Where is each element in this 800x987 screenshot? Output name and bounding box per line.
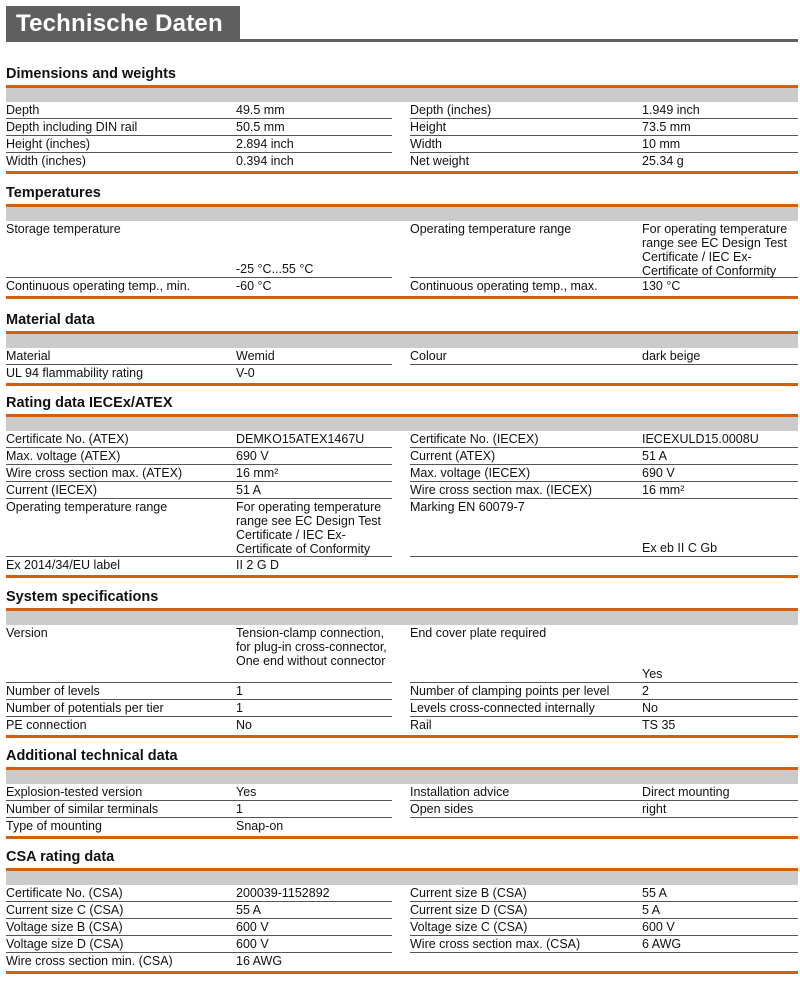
- row-value: 1.949 inch: [642, 103, 700, 117]
- row-label: Colour: [410, 349, 447, 363]
- table-row: [410, 625, 798, 683]
- row-value: No: [642, 701, 658, 715]
- section-title: Dimensions and weights: [6, 66, 176, 82]
- row-value: For operating temperature range see EC Design Test Certificate / IEC Ex-Certificate of Conformity: [642, 222, 788, 278]
- row-label: Certificate No. (IECEX): [410, 432, 539, 446]
- table-row: [410, 784, 798, 801]
- right-column: [410, 784, 798, 834]
- table-row: [410, 136, 798, 153]
- row-label: Version: [6, 626, 48, 640]
- row-label: Marking EN 60079-7: [410, 500, 525, 514]
- table-row: [410, 919, 798, 936]
- row-label: End cover plate required: [410, 626, 547, 640]
- row-value: 49.5 mm: [236, 103, 285, 117]
- table-row: [6, 683, 392, 700]
- table-row: [410, 221, 798, 278]
- section-csa-rating-data: [6, 849, 798, 974]
- right-column: [410, 348, 798, 381]
- table-row-empty: [410, 365, 798, 381]
- section-bottom-divider: [6, 383, 798, 386]
- section-bottom-divider: [6, 575, 798, 578]
- row-label: PE connection: [6, 718, 87, 732]
- table-row: [6, 136, 392, 153]
- row-label: Levels cross-connected internally: [410, 701, 595, 715]
- page-title: Technische Daten: [6, 6, 240, 41]
- row-value: Tension-clamp connection, for plug-in cross-connector, One end without connector: [236, 626, 387, 668]
- section-rating-data-iecex-atex: [6, 395, 798, 578]
- row-value: 50.5 mm: [236, 120, 285, 134]
- section-title: Temperatures: [6, 185, 101, 201]
- table-row: [410, 153, 798, 169]
- section-additional-technical-data: [6, 748, 798, 839]
- section-band: [6, 770, 798, 784]
- table-row-empty: [410, 953, 798, 969]
- section-title: Additional technical data: [6, 748, 178, 764]
- row-label: Max. voltage (IECEX): [410, 466, 531, 480]
- row-label: Certificate No. (CSA): [6, 886, 123, 900]
- table-row: [6, 625, 392, 683]
- row-value: right: [642, 802, 667, 816]
- row-value: 690 V: [642, 466, 675, 480]
- table-row: [6, 885, 392, 902]
- section-band: [6, 611, 798, 625]
- section-band: [6, 334, 798, 348]
- row-label: Wire cross section min. (CSA): [6, 954, 173, 968]
- row-label: Storage temperature: [6, 222, 121, 236]
- section-dimensions-and-weights: [6, 66, 798, 174]
- row-value: 51 A: [236, 483, 262, 497]
- right-column: [410, 102, 798, 169]
- row-label: Certificate No. (ATEX): [6, 432, 129, 446]
- row-label: Continuous operating temp., min.: [6, 279, 191, 293]
- table-row: [6, 365, 392, 381]
- row-value: 16 mm²: [642, 483, 685, 497]
- row-value: 600 V: [236, 920, 269, 934]
- left-column: [6, 348, 392, 381]
- row-value: TS 35: [642, 718, 676, 732]
- row-label: Material: [6, 349, 51, 363]
- table-row: [410, 465, 798, 482]
- row-value: 2: [642, 684, 649, 698]
- row-label: Wire cross section max. (IECEX): [410, 483, 592, 497]
- row-label: Operating temperature range: [6, 500, 168, 514]
- row-value: No: [236, 718, 252, 732]
- section-material-data: [6, 312, 798, 386]
- right-column: [410, 221, 798, 294]
- row-value: -25 °C...55 °C: [236, 262, 314, 276]
- section-band: [6, 417, 798, 431]
- table-row: [410, 119, 798, 136]
- row-label: Current (IECEX): [6, 483, 97, 497]
- table-row: [6, 818, 392, 834]
- row-label: Width: [410, 137, 442, 151]
- table-row: [410, 102, 798, 119]
- row-value: Wemid: [236, 349, 275, 363]
- table-row: [6, 431, 392, 448]
- section-bottom-divider: [6, 296, 798, 299]
- table-row: [410, 482, 798, 499]
- row-label: Voltage size B (CSA): [6, 920, 123, 934]
- table-row: [410, 936, 798, 953]
- row-value: 6 AWG: [642, 937, 682, 951]
- table-row: [6, 801, 392, 818]
- table-row: [6, 102, 392, 119]
- section-title: Material data: [6, 312, 95, 328]
- row-value: 600 V: [236, 937, 269, 951]
- row-label: Open sides: [410, 802, 474, 816]
- row-value: 2.894 inch: [236, 137, 294, 151]
- row-label: Installation advice: [410, 785, 510, 799]
- table-row: [410, 700, 798, 717]
- table-row-empty: [410, 818, 798, 834]
- table-row: [6, 221, 392, 278]
- left-column: [6, 431, 392, 573]
- row-label: Rail: [410, 718, 432, 732]
- row-label: Width (inches): [6, 154, 86, 168]
- table-row: [6, 919, 392, 936]
- row-label: Explosion-tested version: [6, 785, 143, 799]
- row-value: 0.394 inch: [236, 154, 294, 168]
- row-label: Continuous operating temp., max.: [410, 279, 598, 293]
- row-value: Snap-on: [236, 819, 284, 833]
- row-value: For operating temperature range see EC Design Test Certificate / IEC Ex-Certificate of Conformity: [236, 500, 382, 556]
- table-row: [410, 431, 798, 448]
- row-value: IECEXULD15.0008U: [642, 432, 759, 446]
- table-row: [6, 784, 392, 801]
- table-row: [6, 700, 392, 717]
- row-label: Type of mounting: [6, 819, 102, 833]
- row-value: Yes: [236, 785, 257, 799]
- table-row: [410, 278, 798, 294]
- table-row: [6, 119, 392, 136]
- table-row: [410, 801, 798, 818]
- row-value: 55 A: [642, 886, 668, 900]
- row-label: Current size B (CSA): [410, 886, 527, 900]
- row-label: Wire cross section max. (ATEX): [6, 466, 183, 480]
- row-label: UL 94 flammability rating: [6, 366, 144, 380]
- table-row: [410, 885, 798, 902]
- row-value: 55 A: [236, 903, 262, 917]
- section-bottom-divider: [6, 836, 798, 839]
- row-value: II 2 G D: [236, 558, 280, 572]
- table-row-empty: [410, 557, 798, 573]
- section-band: [6, 88, 798, 102]
- section-band: [6, 207, 798, 221]
- left-column: [6, 885, 392, 969]
- row-label: Depth including DIN rail: [6, 120, 138, 134]
- row-label: Number of clamping points per level: [410, 684, 610, 698]
- row-label: Net weight: [410, 154, 470, 168]
- table-row: [6, 717, 392, 733]
- row-label: Current size C (CSA): [6, 903, 124, 917]
- row-value: 16 AWG: [236, 954, 283, 968]
- row-label: Voltage size D (CSA): [6, 937, 124, 951]
- left-column: [6, 784, 392, 834]
- row-label: Operating temperature range: [410, 222, 572, 236]
- row-value: Yes: [642, 667, 663, 681]
- table-row: [6, 465, 392, 482]
- row-value: 25.34 g: [642, 154, 684, 168]
- row-value: 690 V: [236, 449, 269, 463]
- row-value: 5 A: [642, 903, 661, 917]
- section-bottom-divider: [6, 735, 798, 738]
- table-row: [6, 953, 392, 969]
- row-value: 200039-1152892: [236, 886, 330, 900]
- table-row: [410, 499, 798, 557]
- row-label: Height: [410, 120, 447, 134]
- row-value: DEMKO15ATEX1467U: [236, 432, 365, 446]
- row-value: 600 V: [642, 920, 675, 934]
- row-value: Ex eb II C Gb: [642, 541, 718, 555]
- right-column: [410, 431, 798, 573]
- row-value: 1: [236, 684, 243, 698]
- right-column: [410, 625, 798, 733]
- row-label: Current size D (CSA): [410, 903, 528, 917]
- table-row: [6, 448, 392, 465]
- header-rule: [6, 39, 798, 42]
- table-row: [6, 902, 392, 919]
- right-column: [410, 885, 798, 969]
- section-bottom-divider: [6, 171, 798, 174]
- row-value: -60 °C: [236, 279, 272, 293]
- row-label: Current (ATEX): [410, 449, 496, 463]
- section-band: [6, 871, 798, 885]
- section-title: System specifications: [6, 589, 159, 605]
- row-value: Direct mounting: [642, 785, 730, 799]
- table-row: [6, 153, 392, 169]
- section-bottom-divider: [6, 971, 798, 974]
- row-value: 1: [236, 802, 243, 816]
- row-label: Depth: [6, 103, 40, 117]
- row-label: Height (inches): [6, 137, 91, 151]
- table-row: [6, 936, 392, 953]
- left-column: [6, 221, 392, 294]
- left-column: [6, 625, 392, 733]
- table-row: [6, 499, 392, 557]
- row-label: Number of similar terminals: [6, 802, 159, 816]
- row-value: 51 A: [642, 449, 668, 463]
- row-value: 1: [236, 701, 243, 715]
- row-label: Ex 2014/34/EU label: [6, 558, 120, 572]
- section-title: Rating data IECEx/ATEX: [6, 395, 173, 411]
- row-label: Wire cross section max. (CSA): [410, 937, 581, 951]
- row-value: 73.5 mm: [642, 120, 691, 134]
- row-label: Max. voltage (ATEX): [6, 449, 121, 463]
- table-row: [410, 902, 798, 919]
- page-header: [6, 6, 798, 43]
- table-row: [410, 683, 798, 700]
- table-row: [6, 482, 392, 499]
- table-row: [6, 557, 392, 573]
- row-label: Voltage size C (CSA): [410, 920, 528, 934]
- row-label: Number of potentials per tier: [6, 701, 164, 715]
- row-label: Number of levels: [6, 684, 100, 698]
- table-row: [6, 278, 392, 294]
- row-value: V-0: [236, 366, 255, 380]
- table-row: [6, 348, 392, 365]
- row-value: 16 mm²: [236, 466, 279, 480]
- table-row: [410, 717, 798, 733]
- row-value: dark beige: [642, 349, 701, 363]
- row-label: Depth (inches): [410, 103, 492, 117]
- table-row: [410, 448, 798, 465]
- section-system-specifications: [6, 589, 798, 738]
- table-row: [410, 348, 798, 365]
- row-value: 10 mm: [642, 137, 681, 151]
- section-temperatures: [6, 185, 798, 299]
- row-value: 130 °C: [642, 279, 681, 293]
- section-title: CSA rating data: [6, 849, 115, 865]
- left-column: [6, 102, 392, 169]
